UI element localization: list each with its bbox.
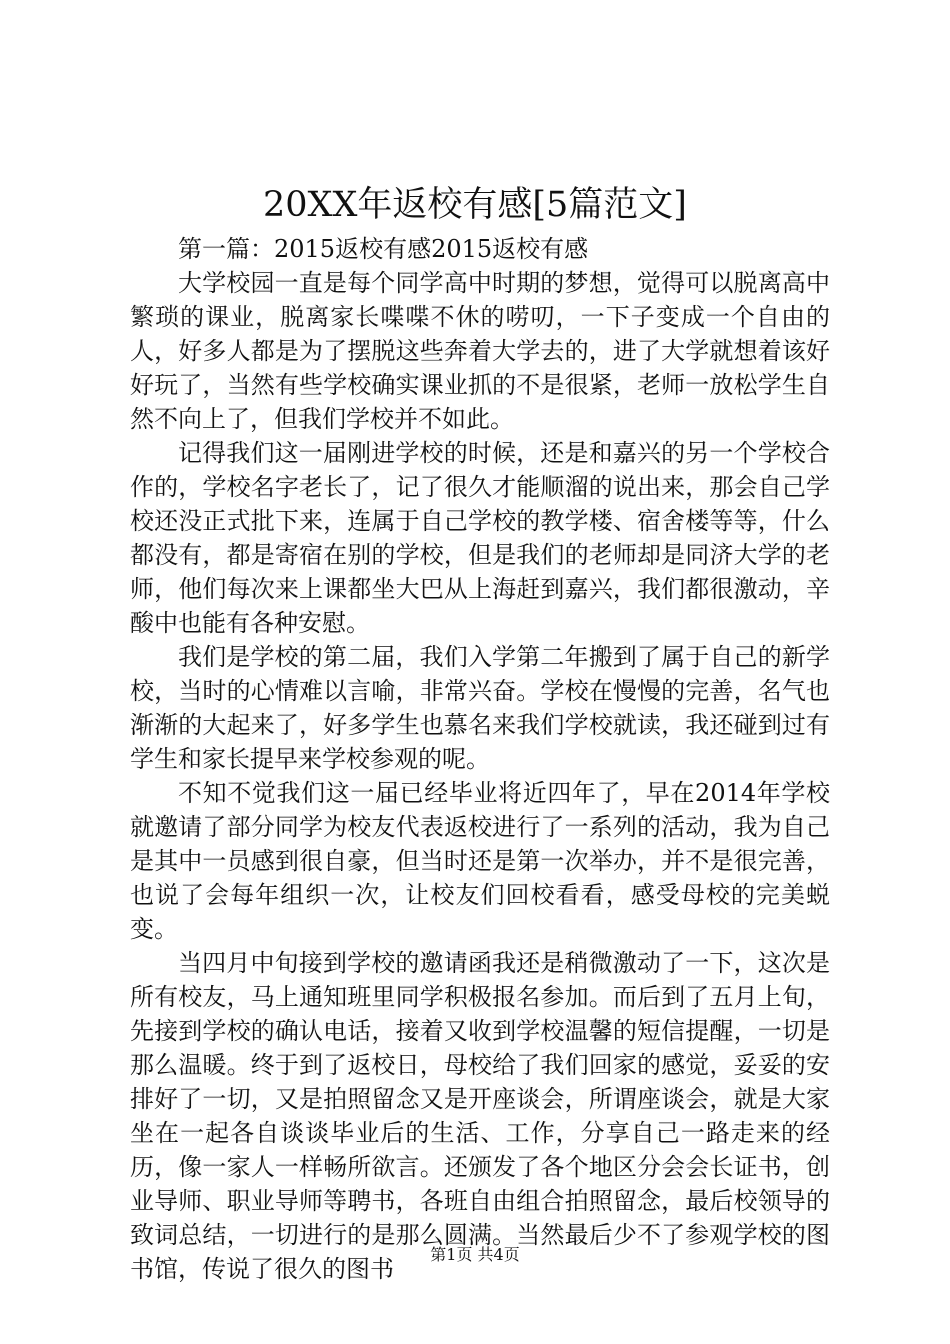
- paragraph: 大学校园一直是每个同学高中时期的梦想，觉得可以脱离高中繁琐的课业，脱离家长喋喋不休的唠叨，一下子变成一个自由的人，好多人都是为了摆脱这些奔着大学去的，进了大学就想着该好好玩了，当然有些学校确实课业抓的不是很紧，老师一放松学生自然不向上了，但我们学校并不如此。: [130, 269, 830, 433]
- document-title: 20XX年返校有感[5篇范文]: [263, 185, 687, 225]
- paragraph: 当四月中旬接到学校的邀请函我还是稍微激动了一下，这次是所有校友，马上通知班里同学积极报名参加。而后到了五月上旬，先接到学校的确认电话，接着又收到学校温馨的短信提醒，一切是那么温暖。终于到了返校日，母校给了我们回家的感觉，妥妥的安排好了一切，又是拍照留念又是开座谈会，所谓座谈会，就是大家坐在一起各自谈谈毕业后的生活、工作，分享自己一路走来的经历，像一家人一样畅所欲言。还颁发了各个地区分会会长证书，创业导师、职业导师等聘书，各班自由组合拍照留念，最后校领导的致词总结，一切进行的是那么圆满。当然最后少不了参观学校的图书馆，传说了很久的图书: [130, 949, 830, 1283]
- paragraph: 我们是学校的第二届，我们入学第二年搬到了属于自己的新学校，当时的心情难以言喻，非常兴奋。学校在慢慢的完善，名气也渐渐的大起来了，好多学生也慕名来我们学校就读，我还碰到过有学生和家长提早来学校参观的呢。: [130, 643, 830, 773]
- document-body: [130, 232, 830, 1286]
- paragraph: 记得我们这一届刚进学校的时候，还是和嘉兴的另一个学校合作的，学校名字老长了，记了很久才能顺溜的说出来，那会自己学校还没正式批下来，连属于自己学校的教学楼、宿舍楼等等，什么都没有，都是寄宿在别的学校，但是我们的老师却是同济大学的老师，他们每次来上课都坐大巴从上海赶到嘉兴，我们都很激动，辛酸中也能有各种安慰。: [130, 439, 830, 637]
- paragraph: 不知不觉我们这一届已经毕业将近四年了，早在2014年学校就邀请了部分同学为校友代表返校进行了一系列的活动，我为自己是其中一员感到很自豪，但当时还是第一次举办，并不是很完善，也说了会每年组织一次，让校友们回校看看，感受母校的完美蜕变。: [130, 779, 830, 943]
- section-heading: 第一篇：2015返校有感2015返校有感: [178, 235, 589, 263]
- page-number-footer: 第1页 共4页: [430, 1245, 520, 1264]
